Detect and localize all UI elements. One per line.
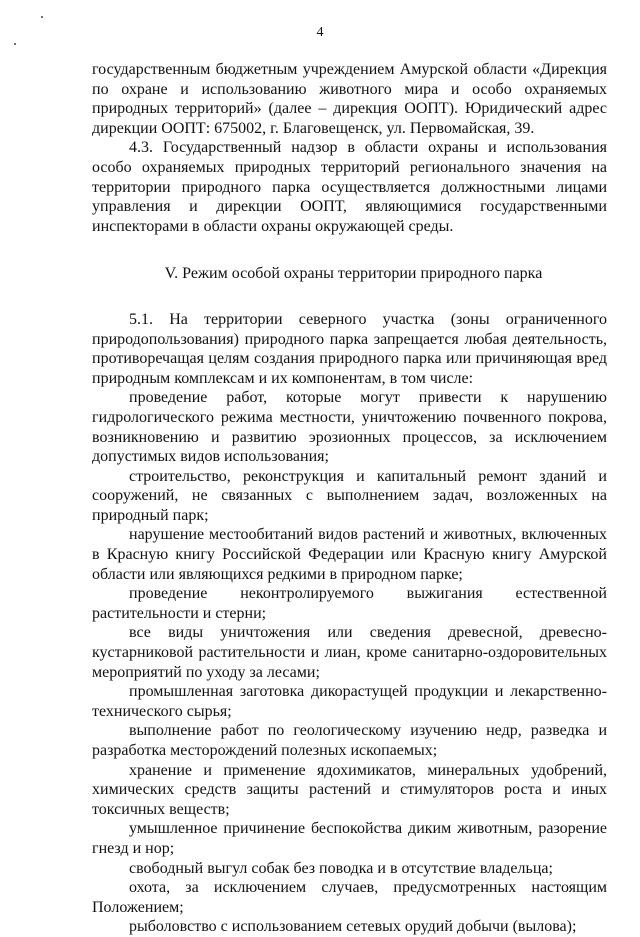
page-number: 4	[316, 25, 324, 40]
list-item: свободный выгул собак без поводка и в отсутствие владельца;	[129, 859, 553, 877]
list-item: проведение работ, которые могут привести к нарушению гидрологического режима местности, уничтожению почвенного покрова, возникновению и развитию эрозионных процессов, за исключением допустимых видов использования;	[92, 389, 607, 466]
list-item: промышленная заготовка дикорастущей продукции и лекарственно-технического сырья;	[92, 683, 607, 720]
paragraph-5-1: 5.1. На территории северного участка (зоны ограниченного природопользования) природного парка запрещается любая деятельность, противоречащая целям создания природного парка или причиняющая вред природным комплексам и их компонентам, в том числе:	[92, 310, 607, 387]
paragraph-4-3: 4.3. Государственный надзор в области охраны и использования особо охраняемых природных территорий регионального значения на территории природного парка осуществляется должностными лицами управления и дирекции ООПТ, являющимися государственными инспекторами в области охраны окружающей среды.	[92, 139, 607, 235]
list-item: проведение неконтролируемого выжигания естественной растительности и стерни;	[92, 585, 607, 622]
list-item: выполнение работ по геологическому изучению недр, разведка и разработка месторождений полезных ископаемых;	[92, 722, 607, 759]
list-item: рыболовство с использованием сетевых орудий добычи (вылова);	[129, 918, 577, 936]
scan-speck	[41, 16, 43, 18]
section-heading: V. Режим особой охраны территории природного парка	[164, 265, 543, 283]
list-item: хранение и применение ядохимикатов, минеральных удобрений, химических средств защиты растений и стимуляторов роста и иных токсичных веществ;	[92, 761, 607, 818]
list-item: нарушение местообитаний видов растений и животных, включенных в Красную книгу Российской Федерации или Красную книгу Амурской области или являющихся редкими в природном парке;	[92, 526, 607, 583]
scan-speck	[14, 43, 16, 45]
list-item: умышленное причинение беспокойства диким животным, разорение гнезд и нор;	[92, 820, 607, 857]
paragraph-continuation: государственным бюджетным учреждением Амурской области «Дирекция по охране и использованию животного мира и особо охраняемых природных территорий» (далее – дирекция ООПТ). Юридический адрес дирекции ООПТ: 675002, г. Благовещенск, ул. Первомайская, 39.	[92, 61, 607, 137]
list-item: все виды уничтожения или сведения древесной, древесно-кустарниковой растительности и лиан, кроме санитарно-оздоровительных мероприятий по уходу за лесами;	[92, 624, 607, 681]
document-body	[92, 60, 607, 937]
list-item: охота, за исключением случаев, предусмотренных настоящим Положением;	[92, 879, 607, 916]
list-item: строительство, реконструкция и капитальный ремонт зданий и сооружений, не связанных с выполнением задач, возложенных на природный парк;	[92, 467, 607, 524]
